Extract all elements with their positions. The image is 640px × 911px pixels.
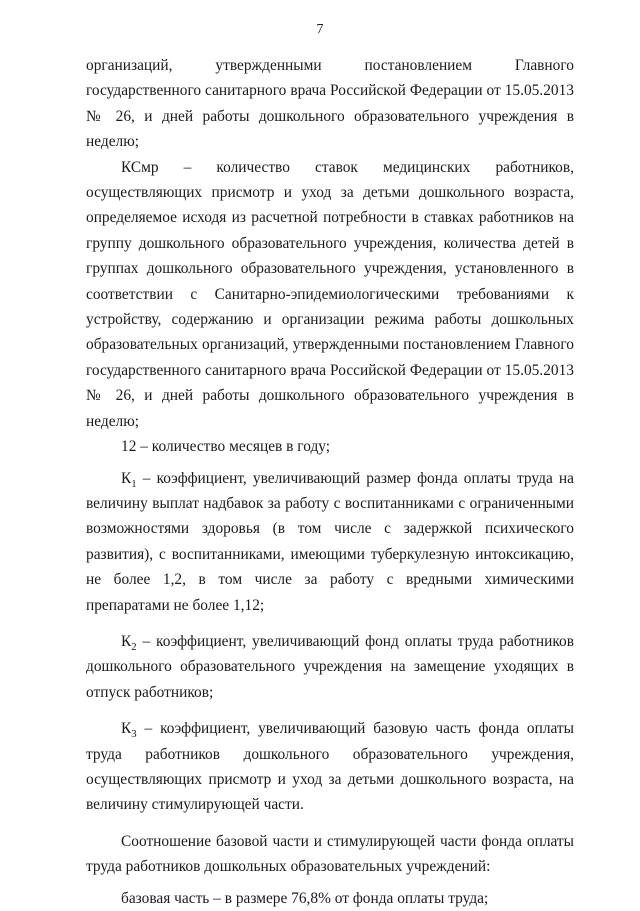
paragraph-ksmr-definition: КСмр – количество ставок медицинских работников, осуществляющих присмотр и уход за детьми дошкольного возраста, определяемое исходя из расчетной потребности в ставках работников на группу дошкольного образовательного учреждения, количества детей в группах дошкольного образовательного учреждения, установленного в соответствии с Санитарно-эпидемиологическими требованиями к устройству, содержанию и организации режима работы дошкольных образовательных организаций, утвержденными постановлением Главного государственного санитарного врача Российской Федерации от 15.05.2013 № 26, и дней работы дошкольного образовательного учреждения в неделю; — [86, 158, 574, 430]
document-body — [86, 53, 574, 911]
paragraph-continuation: организаций, утвержденными постановлением Главного государственного санитарного врача Российской Федерации от 15.05.2013 № 26, и дней работы дошкольного образовательного учреждения в неделю; — [86, 57, 574, 151]
k3-text: – коэффициент, увеличивающий базовую часть фонда оплаты труда работников дошкольного образовательного учреждения, осуществляющих присмотр и уход за детьми дошкольного возраста, на величину стимулирующей части. — [86, 720, 574, 814]
k1-subscript: 1 — [131, 477, 137, 490]
k3-subscript: 3 — [131, 728, 137, 741]
k1-text: – коэффициент, увеличивающий размер фонда оплаты труда на величину выплат надбавок за работу с воспитанниками с ограниченными возможностями здоровья (в том числе с задержкой психического развития), с воспитанниками, имеющими туберкулезную интоксикацию, не более 1,2, в том числе за работу с вредными химическими препаратами не более 1,12; — [86, 469, 574, 614]
k2-text: – коэффициент, увеличивающий фонд оплаты труда работников дошкольного образовательного учреждения на замещение уходящих в отпуск работников; — [86, 632, 574, 701]
k2-symbol: К — [121, 632, 132, 650]
paragraph-k1-definition — [86, 466, 574, 618]
paragraph-k2-definition — [86, 629, 574, 705]
paragraph-months-definition: 12 – количество месяцев в году; — [121, 438, 331, 456]
k2-subscript: 2 — [131, 641, 137, 654]
paragraph-base-part: базовая часть – в размере 76,8% от фонда оплаты труда; — [121, 889, 489, 907]
paragraph-ratio-intro: Соотношение базовой части и стимулирующей части фонда оплаты труда работников дошкольных образовательных учреждений: — [86, 832, 574, 876]
k3-symbol: К — [121, 720, 132, 738]
page-number: 7 — [316, 22, 324, 37]
paragraph-k3-definition — [86, 716, 574, 818]
k1-symbol: К — [121, 469, 132, 487]
